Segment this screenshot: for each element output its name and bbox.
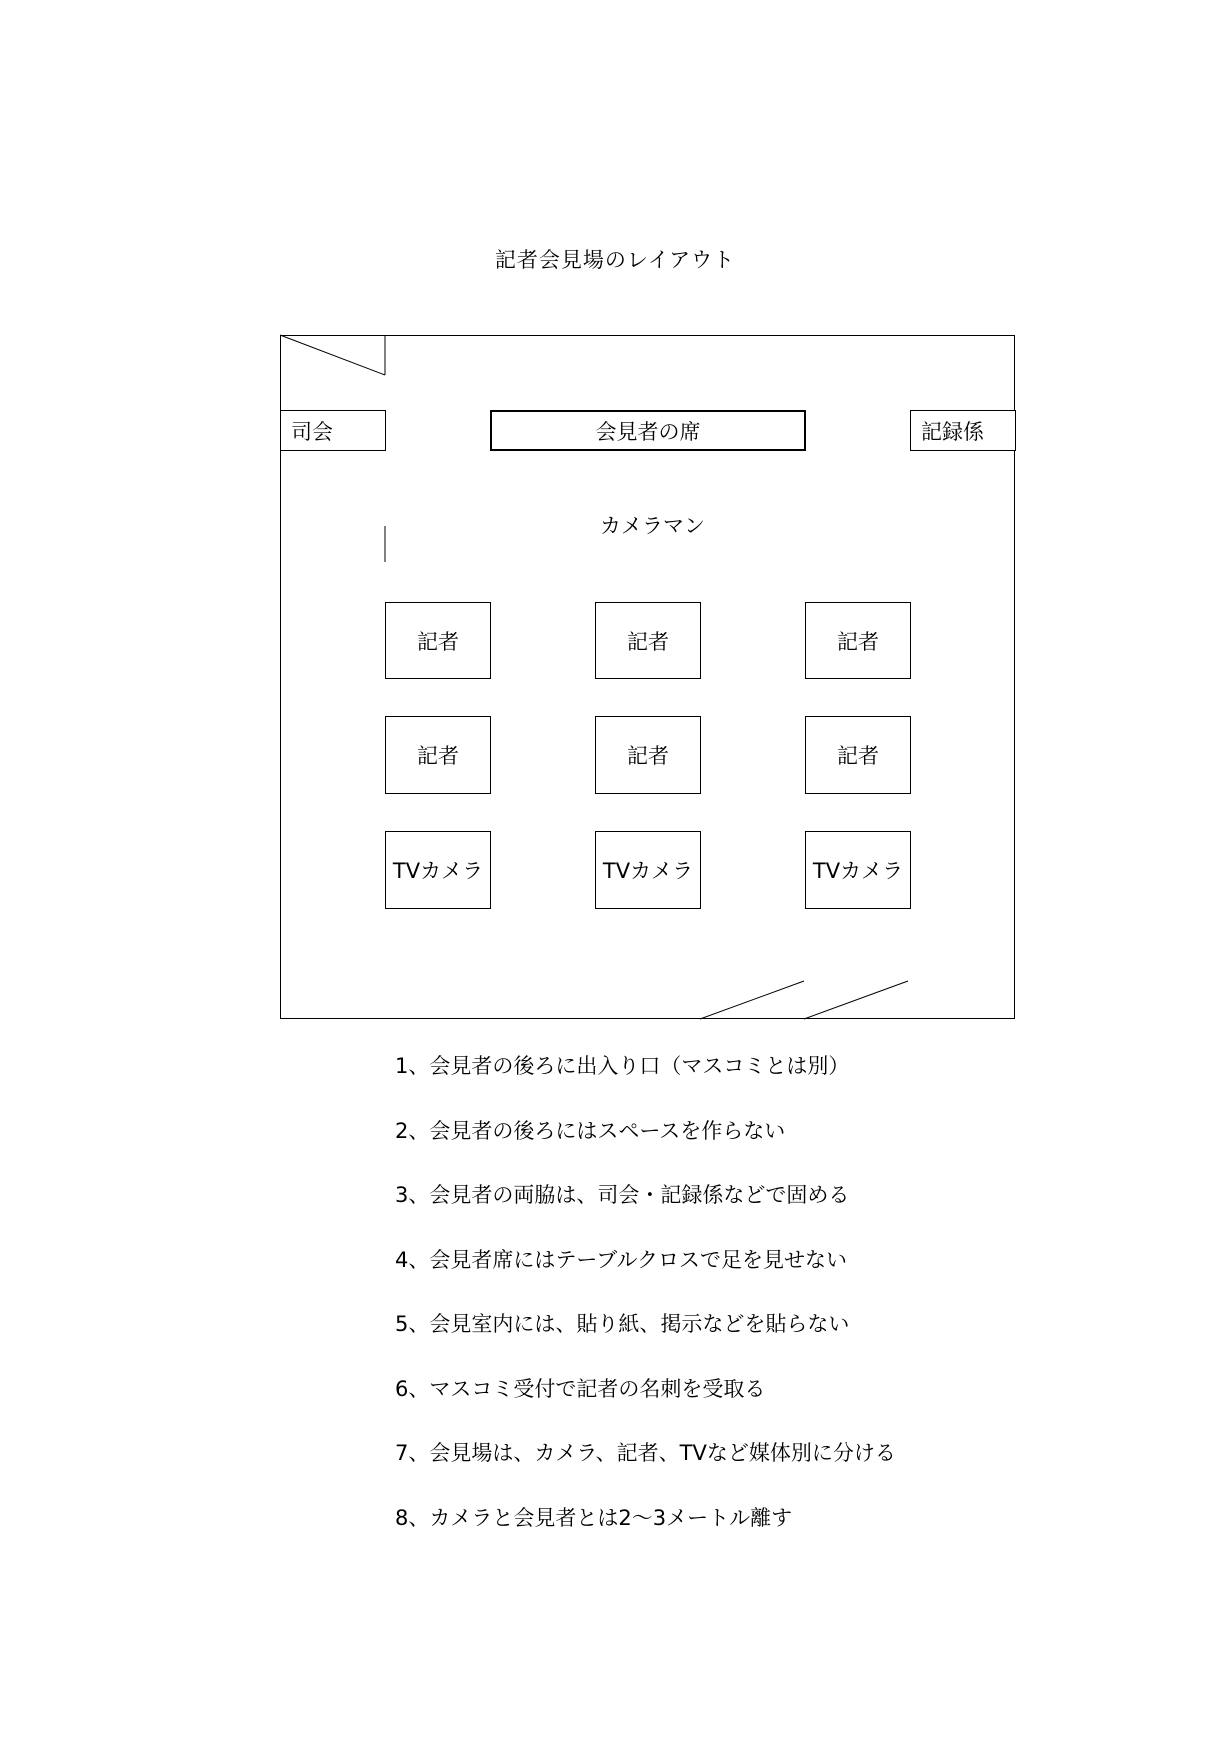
reporter-label: 記者 xyxy=(417,744,459,768)
tv-camera-spot xyxy=(595,831,701,909)
press-door-2 xyxy=(804,981,908,1019)
reporter-seat xyxy=(385,602,491,679)
reporter-label: 記者 xyxy=(417,629,459,654)
back-door-swing xyxy=(280,335,385,375)
note-item: 7、会見場は、カメラ、記者、TVなど媒体別に分ける xyxy=(395,1441,896,1465)
note-item: 8、カメラと会見者とは2～3メートル離す xyxy=(395,1505,793,1530)
reporter-seat xyxy=(595,716,701,794)
tv-camera-label: TVカメラ xyxy=(602,859,694,883)
note-item: 6、マスコミ受付で記者の名刺を受取る xyxy=(395,1376,766,1401)
note-item: 4、会見者席にはテーブルクロスで足を見せない xyxy=(395,1247,848,1272)
tv-camera-spot xyxy=(805,831,911,909)
reporter-seat xyxy=(595,602,701,679)
tv-camera-label: TVカメラ xyxy=(392,859,484,883)
press-door-1 xyxy=(700,981,804,1019)
recorder-label: 記録係 xyxy=(921,419,984,444)
speaker-seat-label: 会見者の席 xyxy=(595,419,701,444)
reporter-seat xyxy=(805,602,911,679)
note-item: 1、会見者の後ろに出入り口（マスコミとは別） xyxy=(395,1054,850,1078)
note-item: 2、会見者の後ろにはスペースを作らない xyxy=(395,1118,786,1143)
reporter-label: 記者 xyxy=(627,629,669,654)
speaker-seat xyxy=(490,410,806,451)
reporter-label: 記者 xyxy=(627,744,669,768)
notes-list xyxy=(395,1052,896,1568)
reporter-seat xyxy=(805,716,911,794)
note-item: 3、会見者の両脇は、司会・記録係などで固める xyxy=(395,1183,850,1207)
tv-camera-label: TVカメラ xyxy=(812,859,904,883)
mc-label: 司会 xyxy=(291,419,333,444)
reporter-seat xyxy=(385,716,491,794)
reporter-label: 記者 xyxy=(837,629,879,654)
tv-camera-spot xyxy=(385,831,491,909)
note-item: 5、会見室内には、貼り紙、掲示などを貼らない xyxy=(395,1312,850,1336)
reporter-label: 記者 xyxy=(837,744,879,768)
cameraman-label: カメラマン xyxy=(600,514,705,538)
diagram-title: 記者会見場のレイアウト xyxy=(494,248,736,272)
mc-seat xyxy=(280,410,386,451)
recorder-seat xyxy=(910,410,1016,451)
